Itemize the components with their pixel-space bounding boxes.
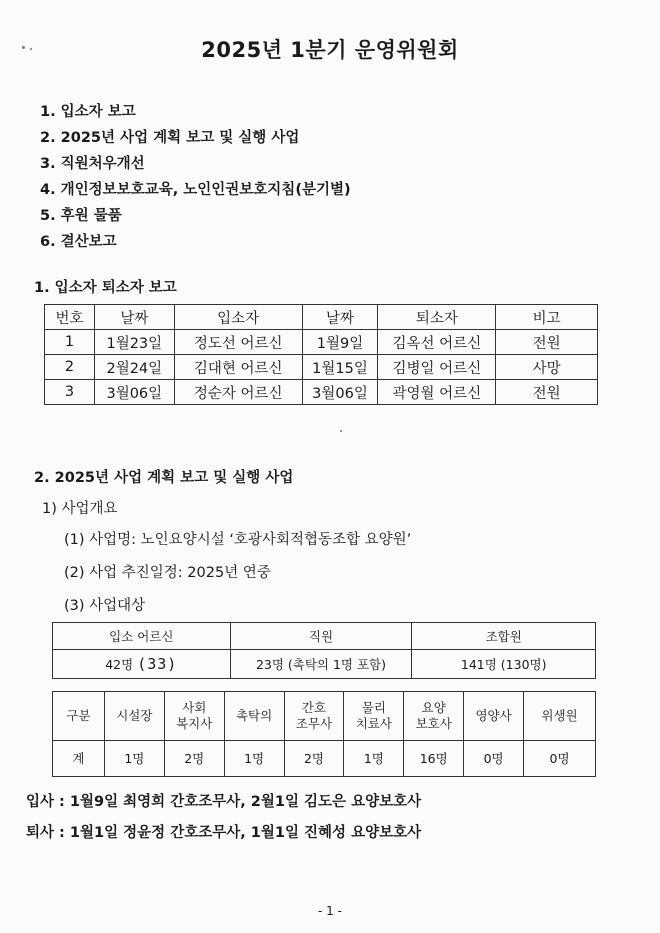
header-cell: 직원 xyxy=(230,623,412,650)
table-row xyxy=(45,330,598,355)
header-cell: 날짜 xyxy=(94,305,174,330)
header-cell: 요양 보호사 xyxy=(404,692,464,741)
table-cell: 1월9일 xyxy=(302,330,378,355)
agenda-item: 5. 후원 물품 xyxy=(40,208,122,224)
table-cell: 16명 xyxy=(404,741,464,777)
table-row xyxy=(53,741,596,777)
table-cell: 0명 xyxy=(524,741,596,777)
table-cell: 곽영월 어르신 xyxy=(378,380,496,405)
header-cell: 구분 xyxy=(53,692,105,741)
admission-table xyxy=(44,304,598,405)
table-cell: 1명 xyxy=(104,741,164,777)
table-cell xyxy=(53,650,231,679)
business-schedule: (2) 사업 추진일정: 2025년 연중 xyxy=(64,565,271,581)
header-cell: 입소자 xyxy=(174,305,302,330)
table-cell: 1명 xyxy=(344,741,404,777)
section1-heading: 1. 입소자 퇴소자 보고 xyxy=(34,280,177,296)
table-cell: 1월23일 xyxy=(94,330,174,355)
table-cell: 전원 xyxy=(496,330,598,355)
header-cell: 시설장 xyxy=(104,692,164,741)
scan-speck xyxy=(340,430,342,432)
table-cell: 2명 xyxy=(164,741,224,777)
table-header-row xyxy=(53,692,596,741)
staff-table xyxy=(52,691,596,777)
header-cell: 퇴소자 xyxy=(378,305,496,330)
header-cell: 영양사 xyxy=(464,692,524,741)
table-row xyxy=(53,650,596,679)
table-row xyxy=(45,380,598,405)
document-title: 2025년 1분기 운영위원회 xyxy=(201,38,459,62)
table-cell: 사망 xyxy=(496,355,598,380)
table-cell: 1 xyxy=(45,330,95,355)
agenda-item: 6. 결산보고 xyxy=(40,234,117,250)
agenda-item: 4. 개인정보보호교육, 노인인권보호지침(분기별) xyxy=(40,182,351,198)
business-overview-label: 1) 사업개요 xyxy=(42,501,118,517)
header-cell: 조합원 xyxy=(412,623,596,650)
agenda-item: 1. 입소자 보고 xyxy=(40,104,136,120)
table-cell: 전원 xyxy=(496,380,598,405)
header-cell: 간호 조무사 xyxy=(284,692,344,741)
table-cell: 3월06일 xyxy=(302,380,378,405)
resident-count: 42명 xyxy=(105,657,134,672)
table-cell: 정순자 어르신 xyxy=(174,380,302,405)
table-cell: 3 xyxy=(45,380,95,405)
header-cell: 위생원 xyxy=(524,692,596,741)
business-target-label: (3) 사업대상 xyxy=(64,598,146,614)
agenda-list xyxy=(40,102,351,258)
header-cell: 물리 치료사 xyxy=(344,692,404,741)
table-cell: 김옥선 어르신 xyxy=(378,330,496,355)
header-cell: 번호 xyxy=(45,305,95,330)
hire-line: 입사 : 1월9일 최영희 간호조무사, 2월1일 김도은 요양보호사 xyxy=(26,794,422,810)
section2-heading: 2. 2025년 사업 계획 보고 및 실행 사업 xyxy=(34,470,294,486)
table-cell: 1월15일 xyxy=(302,355,378,380)
header-cell: 입소 어르신 xyxy=(53,623,231,650)
table-cell: 0명 xyxy=(464,741,524,777)
header-cell: 날짜 xyxy=(302,305,378,330)
table-cell: 2명 xyxy=(284,741,344,777)
header-cell: 촉탁의 xyxy=(224,692,284,741)
table-cell: 김대현 어르신 xyxy=(174,355,302,380)
target-table xyxy=(52,622,596,679)
table-cell: 141명 (130명) xyxy=(412,650,596,679)
leave-line: 퇴사 : 1월1일 정윤정 간호조무사, 1월1일 진혜성 요양보호사 xyxy=(26,825,422,841)
header-cell: 사회 복지사 xyxy=(164,692,224,741)
table-cell: 1명 xyxy=(224,741,284,777)
table-row xyxy=(45,355,598,380)
agenda-item: 2. 2025년 사업 계획 보고 및 실행 사업 xyxy=(40,130,300,146)
table-header-row xyxy=(45,305,598,330)
table-cell: 2월24일 xyxy=(94,355,174,380)
handwritten-note: (33) xyxy=(137,655,178,673)
table-cell: 정도선 어르신 xyxy=(174,330,302,355)
table-cell: 2 xyxy=(45,355,95,380)
table-cell: 김병일 어르신 xyxy=(378,355,496,380)
table-cell: 3월06일 xyxy=(94,380,174,405)
table-header-row xyxy=(53,623,596,650)
header-cell: 비고 xyxy=(496,305,598,330)
table-cell: 계 xyxy=(53,741,105,777)
table-cell: 23명 (촉탁의 1명 포함) xyxy=(230,650,412,679)
agenda-item: 3. 직원처우개선 xyxy=(40,156,145,172)
business-name: (1) 사업명: 노인요양시설 ‘호광사회적협동조합 요양원’ xyxy=(64,532,412,548)
page-number: - 1 - xyxy=(318,904,342,918)
